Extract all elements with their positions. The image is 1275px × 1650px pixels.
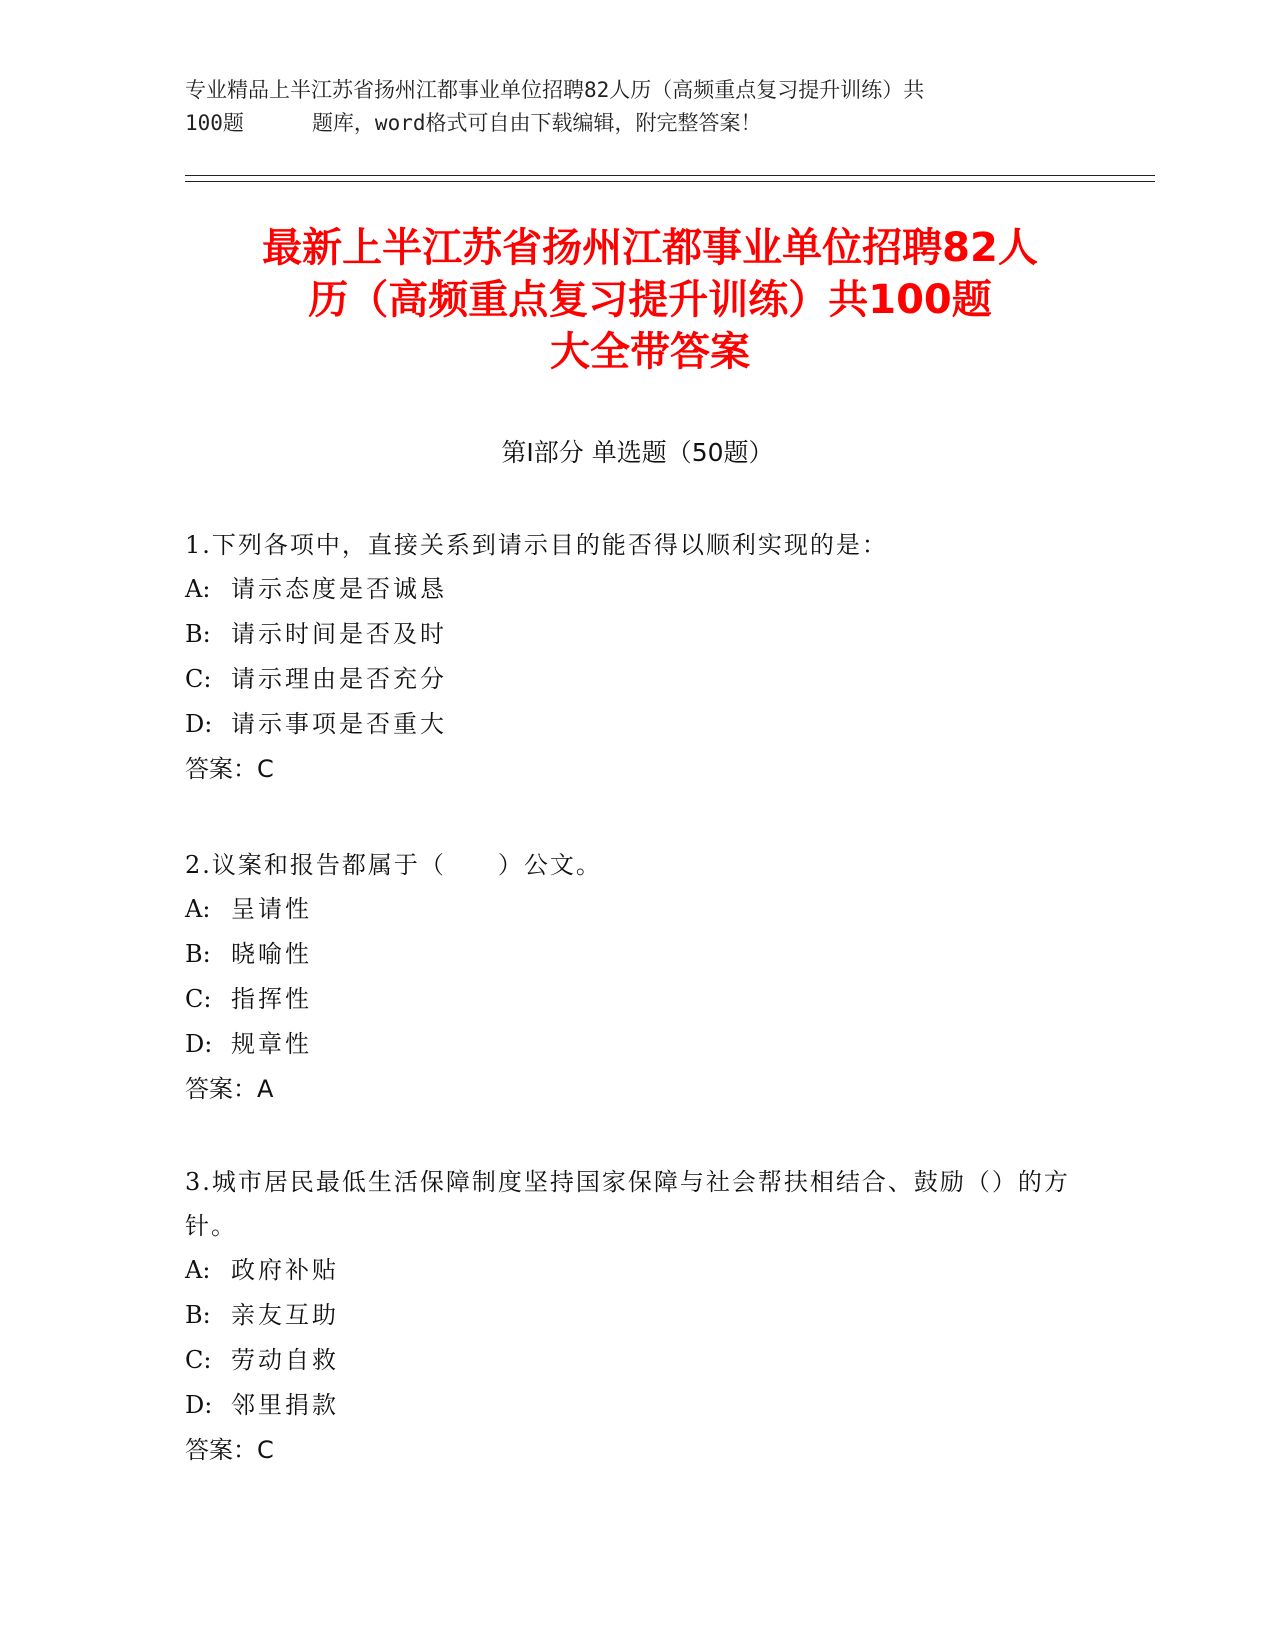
option-letter: A: <box>185 1256 211 1284</box>
answer-line <box>185 1067 1085 1112</box>
question-2 <box>185 843 1085 1112</box>
option-letter: D: <box>185 1030 213 1058</box>
question-3 <box>185 1160 1085 1473</box>
header-divider-top <box>185 175 1155 176</box>
option-letter: D: <box>185 710 213 738</box>
document-title-line-3: 大全带答案 <box>550 329 750 375</box>
option-b <box>185 932 1085 977</box>
option-text: 亲友互助 <box>231 1301 339 1329</box>
answer-value: C <box>257 755 274 783</box>
option-text: 呈请性 <box>231 895 312 923</box>
option-letter: D: <box>185 1391 213 1419</box>
document-title <box>150 222 1150 378</box>
answer-label: 答案： <box>185 1075 257 1103</box>
option-letter: C: <box>185 1346 212 1374</box>
option-b <box>185 1293 1085 1338</box>
option-letter: A: <box>185 895 211 923</box>
option-letter: B: <box>185 940 211 968</box>
option-a <box>185 1248 1085 1293</box>
option-text: 邻里捐款 <box>231 1391 339 1419</box>
option-letter: B: <box>185 1301 211 1329</box>
option-c <box>185 1338 1085 1383</box>
header-note <box>185 74 1085 140</box>
option-letter: B: <box>185 620 211 648</box>
option-text: 请示事项是否重大 <box>231 710 447 738</box>
question-1 <box>185 523 1085 792</box>
option-c <box>185 657 1085 702</box>
section-heading: 第Ⅰ部分 单选题（50题） <box>501 438 774 467</box>
option-letter: C: <box>185 985 212 1013</box>
option-a <box>185 567 1085 612</box>
option-text: 劳动自救 <box>231 1346 339 1374</box>
document-title-line-2: 历（高频重点复习提升训练）共100题 <box>308 277 992 323</box>
answer-label: 答案： <box>185 755 257 783</box>
header-divider-bottom <box>185 181 1155 182</box>
option-d <box>185 1383 1085 1428</box>
option-text: 请示理由是否充分 <box>231 665 447 693</box>
header-note-description: 题库，word格式可自由下载编辑，附完整答案！ <box>311 111 762 135</box>
question-stem: 3.城市居民最低生活保障制度坚持国家保障与社会帮扶相结合、鼓励（）的方针。 <box>185 1168 1070 1240</box>
document-title-line-1: 最新上半江苏省扬州江都事业单位招聘82人 <box>262 225 1038 271</box>
option-text: 晓喻性 <box>231 940 312 968</box>
header-note-count: 100题 <box>185 111 244 135</box>
option-text: 政府补贴 <box>231 1256 339 1284</box>
option-d <box>185 702 1085 747</box>
question-stem: 1.下列各项中，直接关系到请示目的能否得以顺利实现的是： <box>185 531 888 559</box>
option-text: 规章性 <box>231 1030 312 1058</box>
option-c <box>185 977 1085 1022</box>
option-text: 请示时间是否及时 <box>231 620 447 648</box>
option-text: 请示态度是否诚恳 <box>231 575 447 603</box>
question-stem: 2.议案和报告都属于（ ）公文。 <box>185 851 602 879</box>
answer-label: 答案： <box>185 1436 257 1464</box>
answer-line <box>185 747 1085 792</box>
option-b <box>185 612 1085 657</box>
option-text: 指挥性 <box>231 985 312 1013</box>
option-letter: A: <box>185 575 211 603</box>
header-note-line-2 <box>185 107 1085 140</box>
header-note-line-1: 专业精品上半江苏省扬州江都事业单位招聘82人历（高频重点复习提升训练）共 <box>185 78 925 102</box>
answer-value: A <box>257 1075 274 1103</box>
answer-line <box>185 1428 1085 1473</box>
option-a <box>185 887 1085 932</box>
answer-value: C <box>257 1436 274 1464</box>
option-letter: C: <box>185 665 212 693</box>
option-d <box>185 1022 1085 1067</box>
